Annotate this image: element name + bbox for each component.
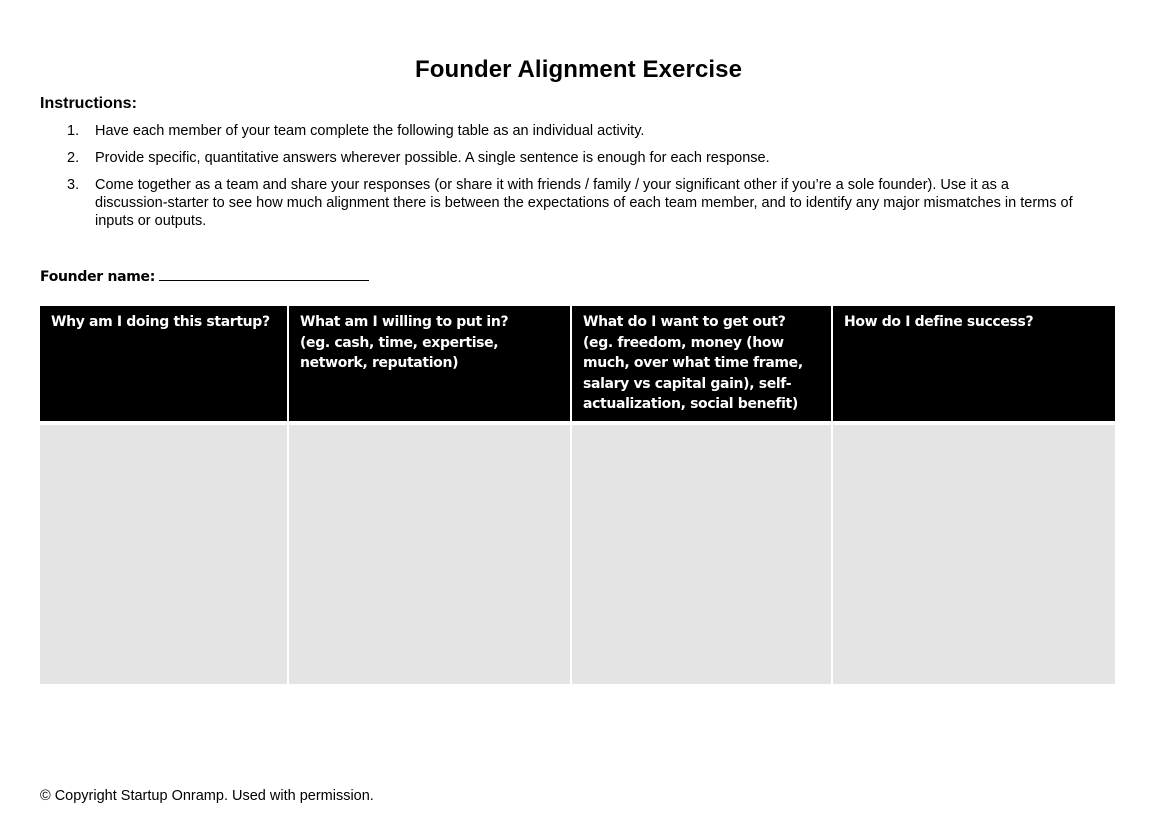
column-question: What am I willing to put in? [300,314,509,330]
answer-cell-success[interactable] [833,425,1115,684]
instructions-list [40,122,1080,239]
instruction-number: 3. [67,177,80,193]
instruction-number: 2. [67,150,80,166]
instruction-text: Come together as a team and share your responses (or share it with friends / family / your significant other if you’re a sole founder). Use it as a discussion-starter to see how much alignment there is between the expectations of each team member, and to identify any major mismatches in terms of inputs or outputs. [95,177,1073,229]
instruction-number: 1. [67,123,80,139]
instruction-text: Provide specific, quantitative answers wherever possible. A single sentence is enough for each response. [95,150,770,166]
column-question: How do I define success? [844,314,1034,330]
instructions-heading: Instructions: [40,95,137,112]
table-header-row [40,306,1115,425]
alignment-table [40,306,1115,684]
answer-cell-put-in[interactable] [289,425,572,684]
founder-name-input-line[interactable] [159,267,369,281]
instruction-text: Have each member of your team complete the following table as an individual activity. [95,123,645,139]
column-question: What do I want to get out? [583,314,786,330]
founder-name-label: Founder name: [40,269,156,285]
column-header-put-in [289,306,572,425]
column-hint: (eg. cash, time, expertise, network, reputation) [300,334,499,371]
column-header-get-out [572,306,833,425]
column-header-success [833,306,1115,425]
page-title: Founder Alignment Exercise [414,56,743,83]
instruction-item [40,149,1080,167]
instruction-item [40,122,1080,140]
column-question: Why am I doing this startup? [51,314,270,330]
table-row [40,425,1115,684]
answer-cell-get-out[interactable] [572,425,833,684]
column-hint: (eg. freedom, money (how much, over what time frame, salary vs capital gain), self-actualization, social benefit) [583,334,803,412]
answer-cell-why[interactable] [40,425,289,684]
column-header-why [40,306,289,425]
copyright-notice: © Copyright Startup Onramp. Used with permission. [40,788,374,804]
founder-name-field [40,267,369,285]
instruction-item [40,176,1080,230]
